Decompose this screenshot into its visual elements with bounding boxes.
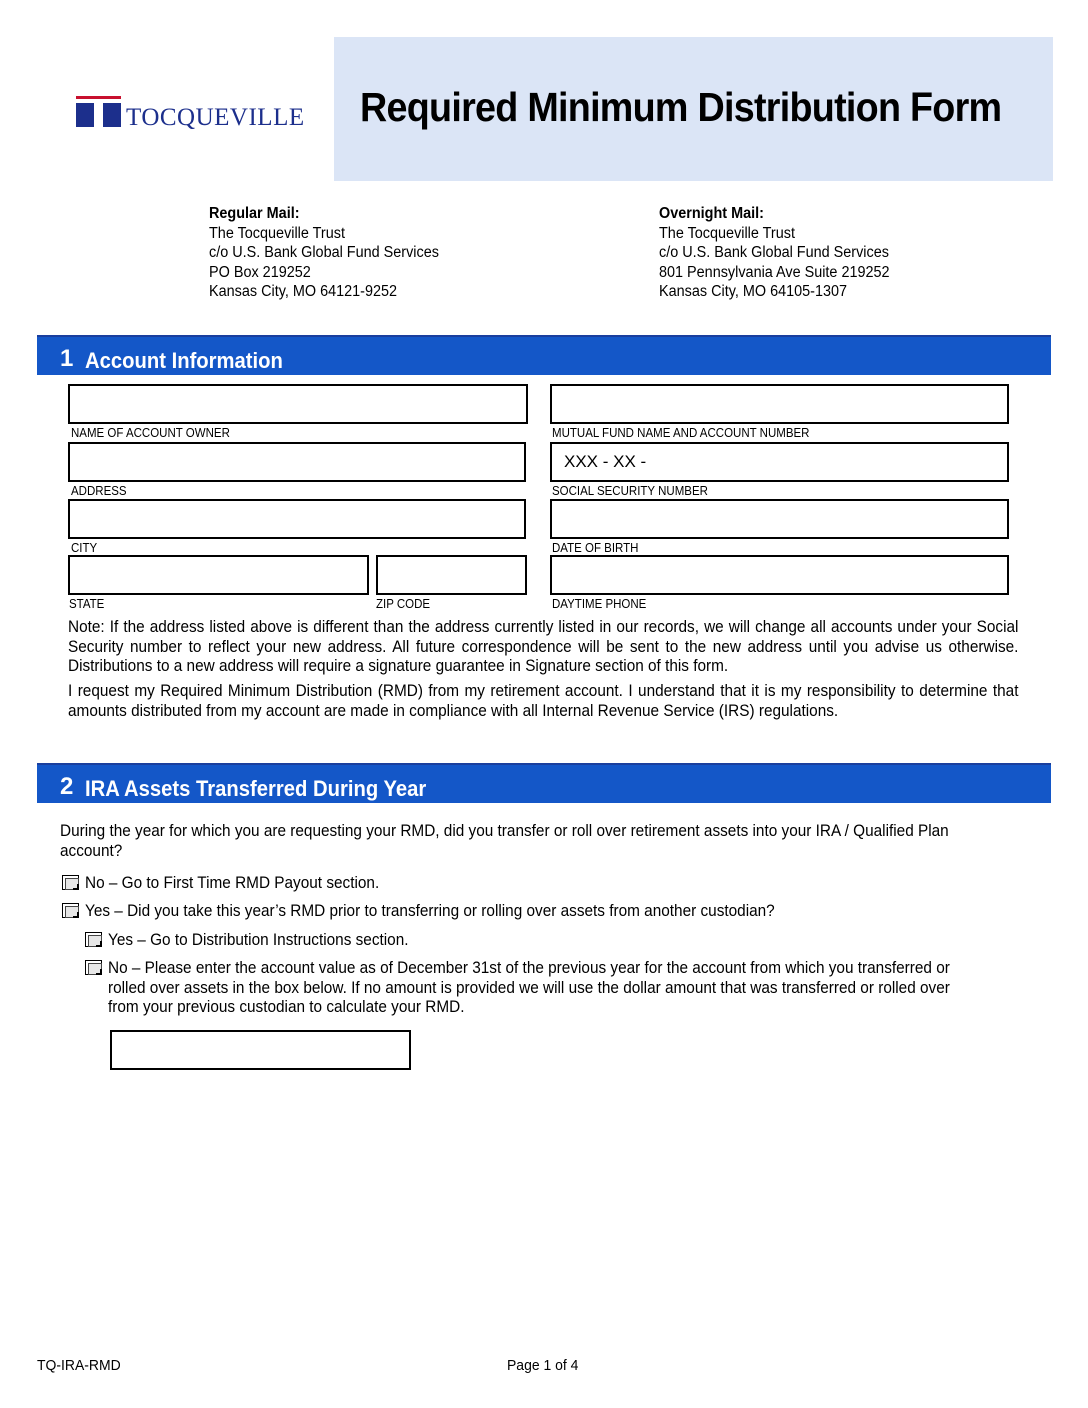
state-field[interactable] xyxy=(68,555,369,595)
overnight-mail-line: c/o U.S. Bank Global Fund Services xyxy=(659,244,889,261)
suboption-yes-text: Yes – Go to Distribution Instructions section. xyxy=(108,931,409,949)
city-label: CITY xyxy=(71,541,98,555)
overnight-mail-line: Kansas City, MO 64105-1307 xyxy=(659,283,848,300)
daytime-phone-label: DAYTIME PHONE xyxy=(552,597,647,611)
account-owner-name-field[interactable] xyxy=(68,384,528,424)
section-1-title: Account Information xyxy=(85,348,283,373)
date-of-birth-label: DATE OF BIRTH xyxy=(552,541,639,555)
account-owner-name-label: NAME OF ACCOUNT OWNER xyxy=(71,426,230,440)
suboption-no-checkbox[interactable] xyxy=(85,960,102,975)
zip-code-label: ZIP CODE xyxy=(376,597,431,611)
section-2-number: 2 xyxy=(60,773,74,800)
regular-mail-line: c/o U.S. Bank Global Fund Services xyxy=(209,244,439,261)
address-field[interactable] xyxy=(68,442,526,482)
overnight-mail-heading: Overnight Mail: xyxy=(659,205,764,222)
option-yes-checkbox[interactable] xyxy=(62,903,79,918)
logo-block-gap xyxy=(94,103,103,127)
regular-mail-line: PO Box 219252 xyxy=(209,263,311,281)
fund-account-number-label: MUTUAL FUND NAME AND ACCOUNT NUMBER xyxy=(552,426,810,440)
ssn-label: SOCIAL SECURITY NUMBER xyxy=(552,484,708,498)
suboption-no-text-line: rolled over assets in the box below. If no amount is provided we will use the dollar amount that was transferred or rolled over xyxy=(108,978,950,997)
option-no-checkbox[interactable] xyxy=(62,875,79,890)
overnight-mail-line: 801 Pennsylvania Ave Suite 219252 xyxy=(659,263,890,281)
section-2-header xyxy=(37,763,1051,803)
rmd-request-statement: I request my Required Minimum Distribution (RMD) from my retirement account. I understand that it is my responsibility to determine that amounts distributed from my account are made in compliance with all Internal Revenue Service (IRS) regulations. xyxy=(68,682,1019,720)
suboption-yes-label xyxy=(108,931,431,951)
date-of-birth-field[interactable] xyxy=(550,499,1009,539)
option-yes-text: Yes – Did you take this year’s RMD prior to transferring or rolling over assets from another custodian? xyxy=(85,902,775,920)
ssn-prefilled-text: XXX - XX - xyxy=(564,452,647,471)
option-no-label xyxy=(85,874,401,894)
logo-red-bar xyxy=(76,96,121,99)
overnight-mail-line: The Tocqueville Trust xyxy=(659,224,795,242)
page-title: Required Minimum Distribution Form xyxy=(360,84,1002,130)
transfer-question: During the year for which you are requesting your RMD, did you transfer or roll over retirement assets into your IRA / Qualified Plan account? xyxy=(60,822,949,860)
suboption-no-text-line: from your previous custodian to calculate your RMD. xyxy=(108,998,465,1016)
zip-code-field[interactable] xyxy=(376,555,527,595)
form-code: TQ-IRA-RMD xyxy=(37,1357,121,1374)
section-1-header xyxy=(37,335,1051,375)
section-1-number: 1 xyxy=(60,345,74,372)
ssn-field[interactable] xyxy=(550,442,1009,482)
regular-mail-line: Kansas City, MO 64121-9252 xyxy=(209,283,398,300)
regular-mail-heading: Regular Mail: xyxy=(209,205,300,222)
address-label: ADDRESS xyxy=(71,484,127,498)
regular-mail-line: The Tocqueville Trust xyxy=(209,224,345,242)
section-2-title: IRA Assets Transferred During Year xyxy=(85,776,427,801)
state-label: STATE xyxy=(69,597,105,611)
regular-mail-address xyxy=(209,204,439,302)
prior-year-account-value-field[interactable] xyxy=(110,1030,411,1070)
daytime-phone-field[interactable] xyxy=(550,555,1009,595)
address-change-note: Note: If the address listed above is different than the address currently listed in our records, we will change all accounts under your Social Security number to reflect your new address. All future correspondence will be sent to the new address until you advise us otherwise. Distributions to a new address will require a signature guarantee in Signature section of this form. xyxy=(68,618,1019,675)
suboption-no-label xyxy=(108,959,1013,1018)
suboption-yes-checkbox[interactable] xyxy=(85,932,102,947)
option-no-text: No – Go to First Time RMD Payout section. xyxy=(85,874,380,892)
logo-wordmark: TOCQUEVILLE xyxy=(126,104,305,131)
option-yes-label xyxy=(85,902,827,922)
suboption-no-text-line: No – Please enter the account value as of December 31st of the previous year for the account from which you transferred or xyxy=(108,959,950,977)
tocqueville-logo xyxy=(76,96,326,136)
fund-account-number-field[interactable] xyxy=(550,384,1009,424)
page-number: Page 1 of 4 xyxy=(507,1357,579,1374)
overnight-mail-address xyxy=(659,204,890,302)
city-field[interactable] xyxy=(68,499,526,539)
